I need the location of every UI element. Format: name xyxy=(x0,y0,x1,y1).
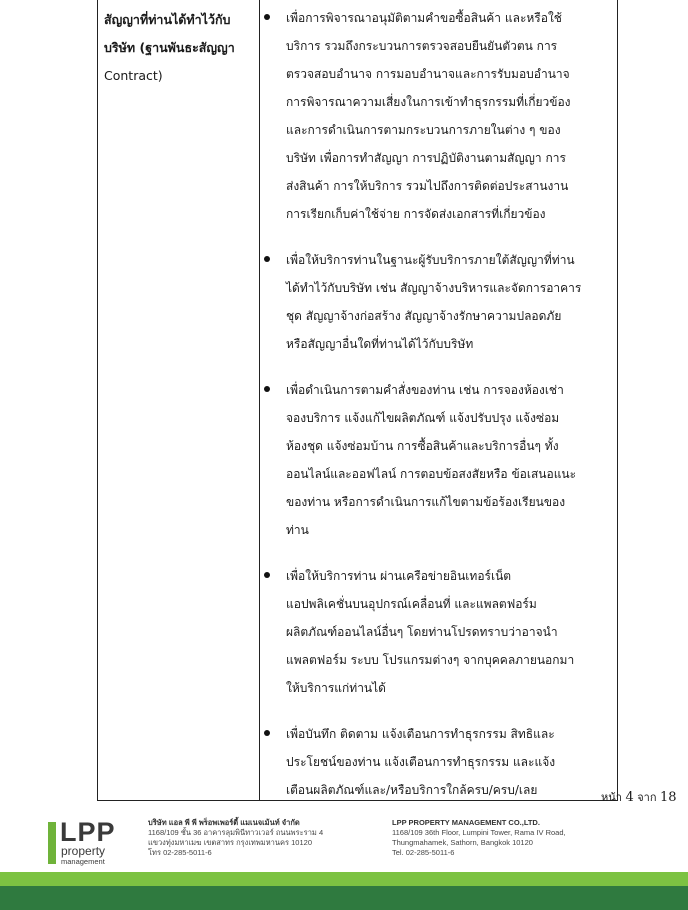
purpose-line: ให้บริการแก่ท่านได้ xyxy=(286,681,386,695)
logo-property-text: property xyxy=(61,844,106,858)
purpose-item xyxy=(286,376,594,544)
english-address-line-1: 1168/109 36th Floor, Lumpini Tower, Rama IV Road, xyxy=(392,828,566,837)
purpose-line: เตือนผลิตภัณฑ์และ/หรือบริการใกล้ครบ/ครบ/เลย xyxy=(286,783,538,797)
logo-lpp-text: LPP xyxy=(60,817,116,847)
english-company-name: LPP PROPERTY MANAGEMENT CO.,LTD. xyxy=(392,818,540,827)
purpose-item xyxy=(286,246,594,358)
english-phone: Tel. 02-285-5011-6 xyxy=(392,848,455,857)
purpose-line: เพื่อให้บริการท่าน ผ่านเครือข่ายอินเทอร์เน็ต xyxy=(286,569,512,583)
purpose-line: จองบริการ แจ้งแก้ไขผลิตภัณฑ์ แจ้งปรับปรุง แจ้งซ่อม xyxy=(286,411,560,425)
purpose-line: แพลตฟอร์ม ระบบ โปรแกรมต่างๆ จากบุคคลภายนอกมา xyxy=(286,653,575,667)
footer-stripe-dark xyxy=(0,886,688,910)
purpose-line: บริษัท เพื่อการทำสัญญา การปฏิบัติงานตามสัญญา การ xyxy=(286,151,566,165)
purpose-line: แอปพลิเคชั่นบนอุปกรณ์เคลื่อนที่ และแพลตฟอร์ม xyxy=(286,597,537,611)
purpose-line: ตรวจสอบอำนาจ การมอบอำนาจและการรับมอบอำนาจ xyxy=(286,67,570,81)
purpose-line: เพื่อการพิจารณาอนุมัติตามคำขอซื้อสินค้า และหรือใช้ xyxy=(286,11,562,25)
purpose-line: ห้องชุด แจ้งซ่อมบ้าน การซื้อสินค้าและบริการอื่นๆ ทั้ง xyxy=(286,439,559,453)
page-number-sep: จาก xyxy=(637,791,657,804)
page-number-current: 4 xyxy=(625,790,634,805)
legal-basis-line-1: สัญญาที่ท่านได้ทำไว้กับ xyxy=(104,12,231,27)
purpose-line: ผลิตภัณฑ์ออนไลน์อื่นๆ โดยท่านโปรดทราบว่าอาจนำ xyxy=(286,625,558,639)
column-divider xyxy=(259,0,260,800)
bullet-icon xyxy=(264,730,270,736)
english-address-line-2: Thungmahamek, Sathorn, Bangkok 10120 xyxy=(392,838,533,847)
bullet-icon xyxy=(264,14,270,20)
purpose-line: ประโยชน์ของท่าน แจ้งเตือนการทำธุรกรรม และแจ้ง xyxy=(286,755,556,769)
purpose-line: หรือสัญญาอื่นใดที่ท่านได้ไว้กับบริษัท xyxy=(286,337,474,351)
purpose-line: ของท่าน หรือการดำเนินการแก้ไขตามข้อร้องเรียนของ xyxy=(286,495,566,509)
thai-address-line-1: 1168/109 ชั้น 36 อาคารลุมพินีทาวเวอร์ ถนนพระราม 4 xyxy=(148,828,324,837)
thai-address xyxy=(148,818,323,858)
thai-address-line-2: แขวงทุ่งมหาเมฆ เขตสาทร กรุงเทพมหานคร 10120 xyxy=(148,838,312,847)
logo-management-text: management xyxy=(61,857,105,866)
purpose-item xyxy=(286,4,594,228)
purpose-line: และการดำเนินการตามกระบวนการภายในต่าง ๆ ของ xyxy=(286,123,561,137)
purpose-line: บริการ รวมถึงกระบวนการตรวจสอบยืนยันตัวตน การ xyxy=(286,39,558,53)
purpose-line: ออนไลน์และออฟไลน์ การตอบข้อสงสัยหรือ ข้อเสนอแนะ xyxy=(286,467,577,481)
bullet-icon xyxy=(264,386,270,392)
purpose-item xyxy=(286,562,594,702)
page-number xyxy=(601,788,677,806)
purpose-line: ท่าน xyxy=(286,523,309,537)
page-number-prefix: หน้า xyxy=(601,791,622,804)
purpose-line: เพื่อให้บริการท่านในฐานะผู้รับบริการภายใต้สัญญาที่ท่าน xyxy=(286,253,575,267)
bullet-icon xyxy=(264,256,270,262)
thai-phone: โทร 02-285-5011-6 xyxy=(148,848,212,857)
purpose-table xyxy=(97,0,618,801)
legal-basis-line-2: บริษัท (ฐานพันธะสัญญา xyxy=(104,40,235,55)
purpose-line: เพื่อดำเนินการตามคำสั่งของท่าน เช่น การจองห้องเช่า xyxy=(286,383,564,397)
bullet-icon xyxy=(264,572,270,578)
legal-basis-line-3: Contract) xyxy=(104,68,163,83)
page-number-total: 18 xyxy=(660,790,677,805)
thai-company-name: บริษัท แอล พี พี พร็อพเพอร์ตี้ แมเนจเม้นท์ จำกัด xyxy=(148,818,300,827)
purposes-cell xyxy=(286,4,594,822)
purpose-line: ชุด สัญญาจ้างก่อสร้าง สัญญาจ้างรักษาความปลอดภัย xyxy=(286,309,562,323)
purpose-line: ได้ทำไว้กับบริษัท เช่น สัญญาจ้างบริหารและจัดการอาคาร xyxy=(286,281,582,295)
purpose-line: เพื่อบันทึก ติดตาม แจ้งเตือนการทำธุรกรรม สิทธิและ xyxy=(286,727,555,741)
purpose-line: ส่งสินค้า การให้บริการ รวมไปถึงการติดต่อประสานงาน xyxy=(286,179,569,193)
footer-stripe-light xyxy=(0,872,688,886)
legal-basis-cell xyxy=(104,6,254,90)
purpose-item xyxy=(286,720,594,804)
purpose-line: การพิจารณาความเสี่ยงในการเข้าทำธุรกรรมที่เกี่ยวข้อง xyxy=(286,95,571,109)
english-address xyxy=(392,818,566,858)
page-footer xyxy=(0,812,688,910)
logo-green-bar xyxy=(48,822,56,864)
purpose-line: การเรียกเก็บค่าใช้จ่าย การจัดส่งเอกสารที่เกี่ยวข้อง xyxy=(286,207,546,221)
